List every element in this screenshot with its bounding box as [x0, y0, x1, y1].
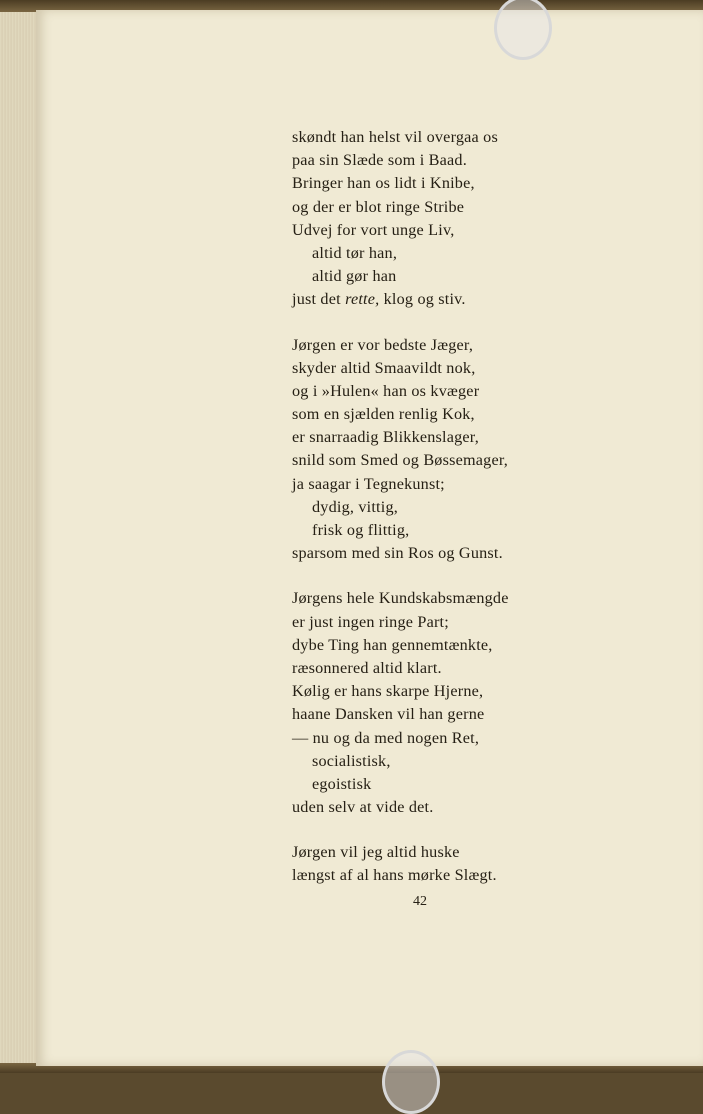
poem-line: som en sjælden renlig Kok, [292, 405, 475, 424]
poem-line: paa sin Slæde som i Baad. [292, 151, 467, 170]
poem-line: socialistisk, [312, 751, 391, 770]
poem-line: ræsonnered altid klart. [292, 658, 442, 677]
poem-line: uden selv at vide det. [292, 798, 434, 817]
poem-line: Kølig er hans skarpe Hjerne, [292, 682, 484, 701]
page-number: 42 [413, 894, 427, 909]
stanza [292, 126, 552, 312]
stanza [292, 587, 552, 819]
stanza [292, 841, 552, 887]
poem-text [292, 126, 552, 910]
poem-line: er snarraadig Blikkenslager, [292, 428, 479, 447]
poem-line: haane Dansken vil han gerne [292, 705, 485, 724]
book-page-edges [0, 0, 40, 1073]
poem-line: Udvej for vort unge Liv, [292, 220, 455, 239]
page-clip-top [494, 0, 552, 60]
poem-line: frisk og flittig, [312, 521, 410, 539]
poem-line: længst af al hans mørke Slægt. [292, 866, 497, 885]
poem-line: og der er blot ringe Stribe [292, 197, 465, 216]
poem-line: dybe Ting han gennemtænkte, [292, 635, 493, 654]
poem-line: skøndt han helst vil overgaa os [292, 128, 498, 146]
poem-line: sparsom med sin Ros og Gunst. [292, 544, 503, 563]
poem-line: Bringer han os lidt i Knibe, [292, 174, 475, 193]
poem-line: Jørgen er vor bedste Jæger, [292, 335, 474, 354]
poem-line: egoistisk [312, 774, 372, 793]
poem-line: Jørgens hele Kundskabsmængde [292, 589, 509, 608]
poem-line-emphasis: rette, [345, 290, 380, 309]
poem-line: altid tør han, [312, 243, 398, 262]
poem-line [292, 288, 552, 311]
poem-line: dydig, vittig, [312, 497, 398, 516]
poem-line-text: just det [292, 290, 346, 309]
poem-line: snild som Smed og Bøssemager, [292, 451, 509, 470]
poem-line: — nu og da med nogen Ret, [292, 728, 480, 747]
poem-line: ja saagar i Tegnekunst; [292, 474, 445, 493]
poem-line: skyder altid Smaavildt nok, [292, 358, 476, 377]
stanza [292, 334, 552, 566]
poem-line: er just ingen ringe Part; [292, 612, 449, 631]
poem-line: Jørgen vil jeg altid huske [292, 843, 460, 862]
poem-line-text: klog og stiv. [379, 290, 466, 309]
poem-line: altid gør han [312, 267, 397, 286]
poem-line: og i »Hulen« han os kvæger [292, 381, 480, 400]
page-clip-bottom [382, 1050, 440, 1114]
